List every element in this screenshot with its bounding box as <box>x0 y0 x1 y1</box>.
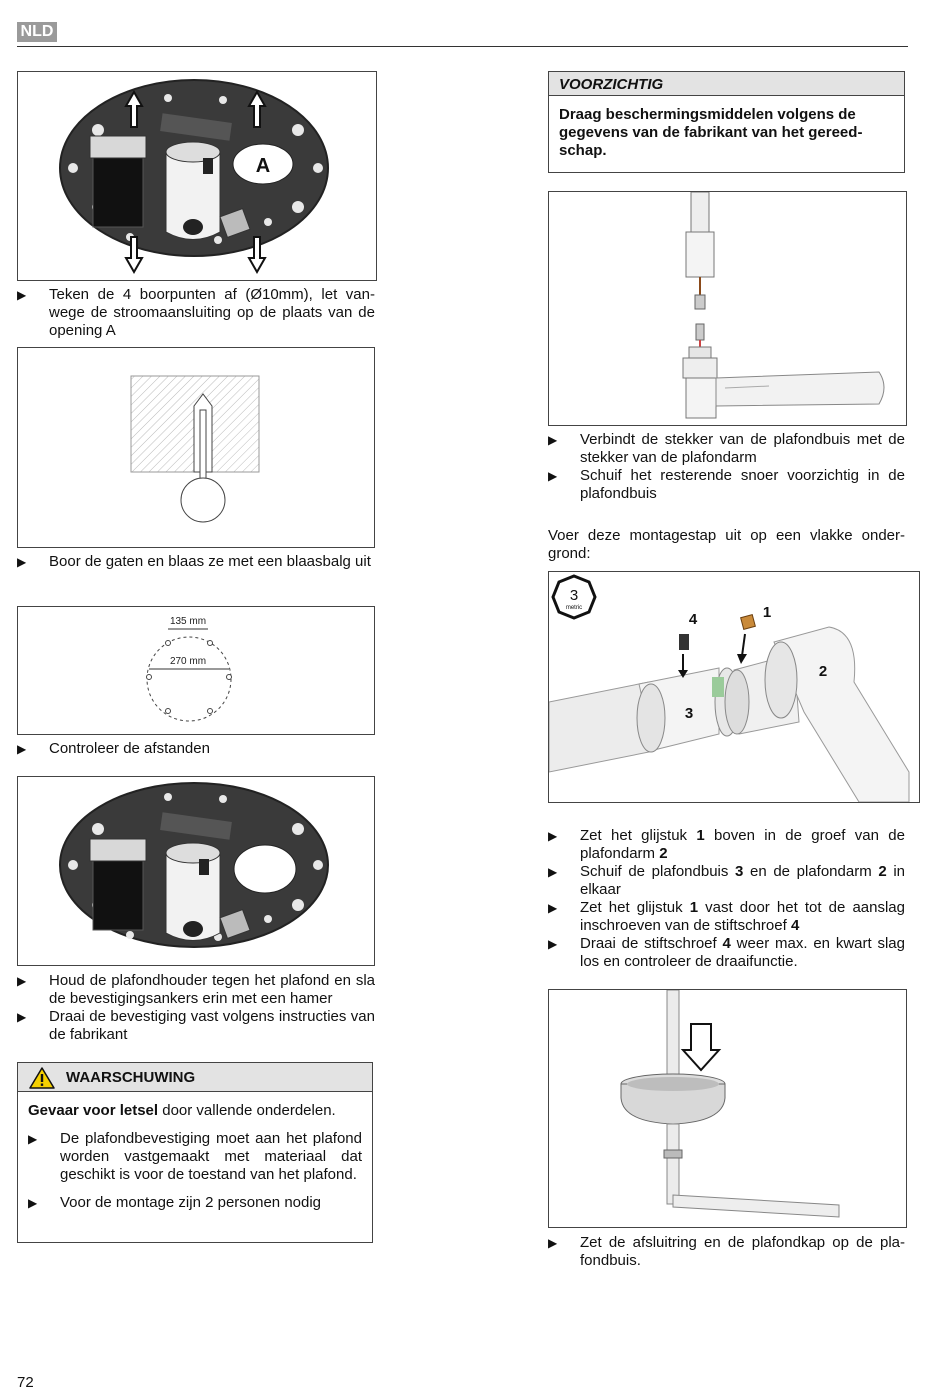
list-item: ▶ Zet het glijstuk 1 vast door het tot de aanslag inschroeven van de stiftschroef 4 <box>548 899 905 934</box>
bullet-arrow-icon: ▶ <box>17 555 27 569</box>
opening-a-label: A <box>255 155 271 177</box>
language-tag: NLD <box>17 22 57 42</box>
figure-ceiling-plate-drill-points <box>17 71 377 281</box>
step-drill-holes <box>17 553 375 571</box>
label-1: 1 <box>762 604 772 621</box>
figure-drill-hole <box>17 347 375 548</box>
figure-ceiling-plate-mounted <box>17 776 375 966</box>
bullet-arrow-icon: ▶ <box>17 1010 27 1024</box>
list-item: ▶ Draai de bevestiging vast volgens instructies van de fabrikant <box>17 1008 375 1043</box>
warning-body <box>17 1092 373 1243</box>
label-4: 4 <box>688 611 698 628</box>
label-3: 3 <box>684 705 694 722</box>
caution-header: VOORZICHTIG <box>548 71 905 96</box>
bullet-arrow-icon: ▶ <box>548 829 558 843</box>
bullet-arrow-icon: ▶ <box>28 1196 38 1210</box>
list-item: ▶ Teken de 4 boorpunten af (Ø10mm), let vanwege de stroomaansluiting op de plaats van de opening A <box>17 286 375 339</box>
step-connect-plug <box>548 431 905 503</box>
page-number: 72 <box>17 1374 34 1391</box>
allen-key-size-icon <box>553 576 595 618</box>
list-item: ▶ Draai de stiftschroef 4 weer max. en kwart slag los en controleer de draaifunctie. <box>548 935 905 970</box>
bullet-arrow-icon: ▶ <box>548 865 558 879</box>
step-mark-drill-points <box>17 286 375 340</box>
bullet-arrow-icon: ▶ <box>28 1132 38 1146</box>
figure-arm-assembly <box>548 571 920 803</box>
bullet-arrow-icon: ▶ <box>548 469 558 483</box>
warning-header <box>17 1062 373 1092</box>
step-fit-cap <box>548 1234 905 1270</box>
step-assemble-arm <box>548 827 905 971</box>
bullet-arrow-icon: ▶ <box>17 974 27 988</box>
list-item: ▶ Voor de montage zijn 2 personen nodig <box>28 1194 322 1211</box>
list-item: ▶ Houd de plafondhouder tegen het plafond en sla de bevestigingsankers erin met een hamer <box>17 972 375 1007</box>
figure-ceiling-cap <box>548 989 907 1228</box>
list-item: ▶ Boor de gaten en blaas ze met een blaasbalg uit <box>17 553 371 570</box>
list-item: ▶ Verbindt de stekker van de plafondbuis met de stekker van de plafondarm <box>548 431 905 466</box>
header-rule <box>17 46 908 47</box>
dimension-inner: 135 mm <box>169 616 207 627</box>
step-mount-holder <box>17 972 375 1044</box>
list-item: ▶ Controleer de afstanden <box>17 740 210 757</box>
bullet-arrow-icon: ▶ <box>17 742 27 756</box>
warning-title: WAARSCHUWING <box>66 1069 196 1086</box>
label-2: 2 <box>818 663 828 680</box>
warning-triangle-icon <box>28 1066 56 1090</box>
figure-plug-connection <box>548 191 907 426</box>
warning-lead: Gevaar voor letsel door vallende onderdelen. <box>28 1102 336 1119</box>
svg-text:metric: metric <box>565 605 583 611</box>
bullet-arrow-icon: ▶ <box>17 288 27 302</box>
bullet-arrow-icon: ▶ <box>548 937 558 951</box>
list-item: ▶ Zet het glijstuk 1 boven in de groef van de plafondarm 2 <box>548 827 905 862</box>
svg-text:3: 3 <box>569 587 579 604</box>
figure-distances <box>17 606 375 735</box>
list-item: ▶ Schuif de plafondbuis 3 en de plafondarm 2 in elkaar <box>548 863 906 898</box>
list-item: ▶ De plafondbevestiging moet aan het plafond worden vastgemaakt met materiaal dat geschikt is voor de toestand van het plafond. <box>28 1130 362 1183</box>
caution-body: Draag beschermingsmiddelen volgens de gegevens van de fabrikant van het gereedschap. <box>548 96 905 173</box>
bullet-arrow-icon: ▶ <box>548 1236 558 1250</box>
dimension-outer: 270 mm <box>169 656 207 667</box>
list-item: ▶ Schuif het resterende snoer voorzichtig in de plafondbuis <box>548 467 905 502</box>
step-check-distances <box>17 740 375 758</box>
list-item: ▶ Zet de afsluitring en de plafondkap op de plafondbuis. <box>548 1234 905 1269</box>
bullet-arrow-icon: ▶ <box>548 433 558 447</box>
intro-paragraph: Voer deze montagestap uit op een vlakke ondergrond: <box>548 527 905 562</box>
bullet-arrow-icon: ▶ <box>548 901 558 915</box>
